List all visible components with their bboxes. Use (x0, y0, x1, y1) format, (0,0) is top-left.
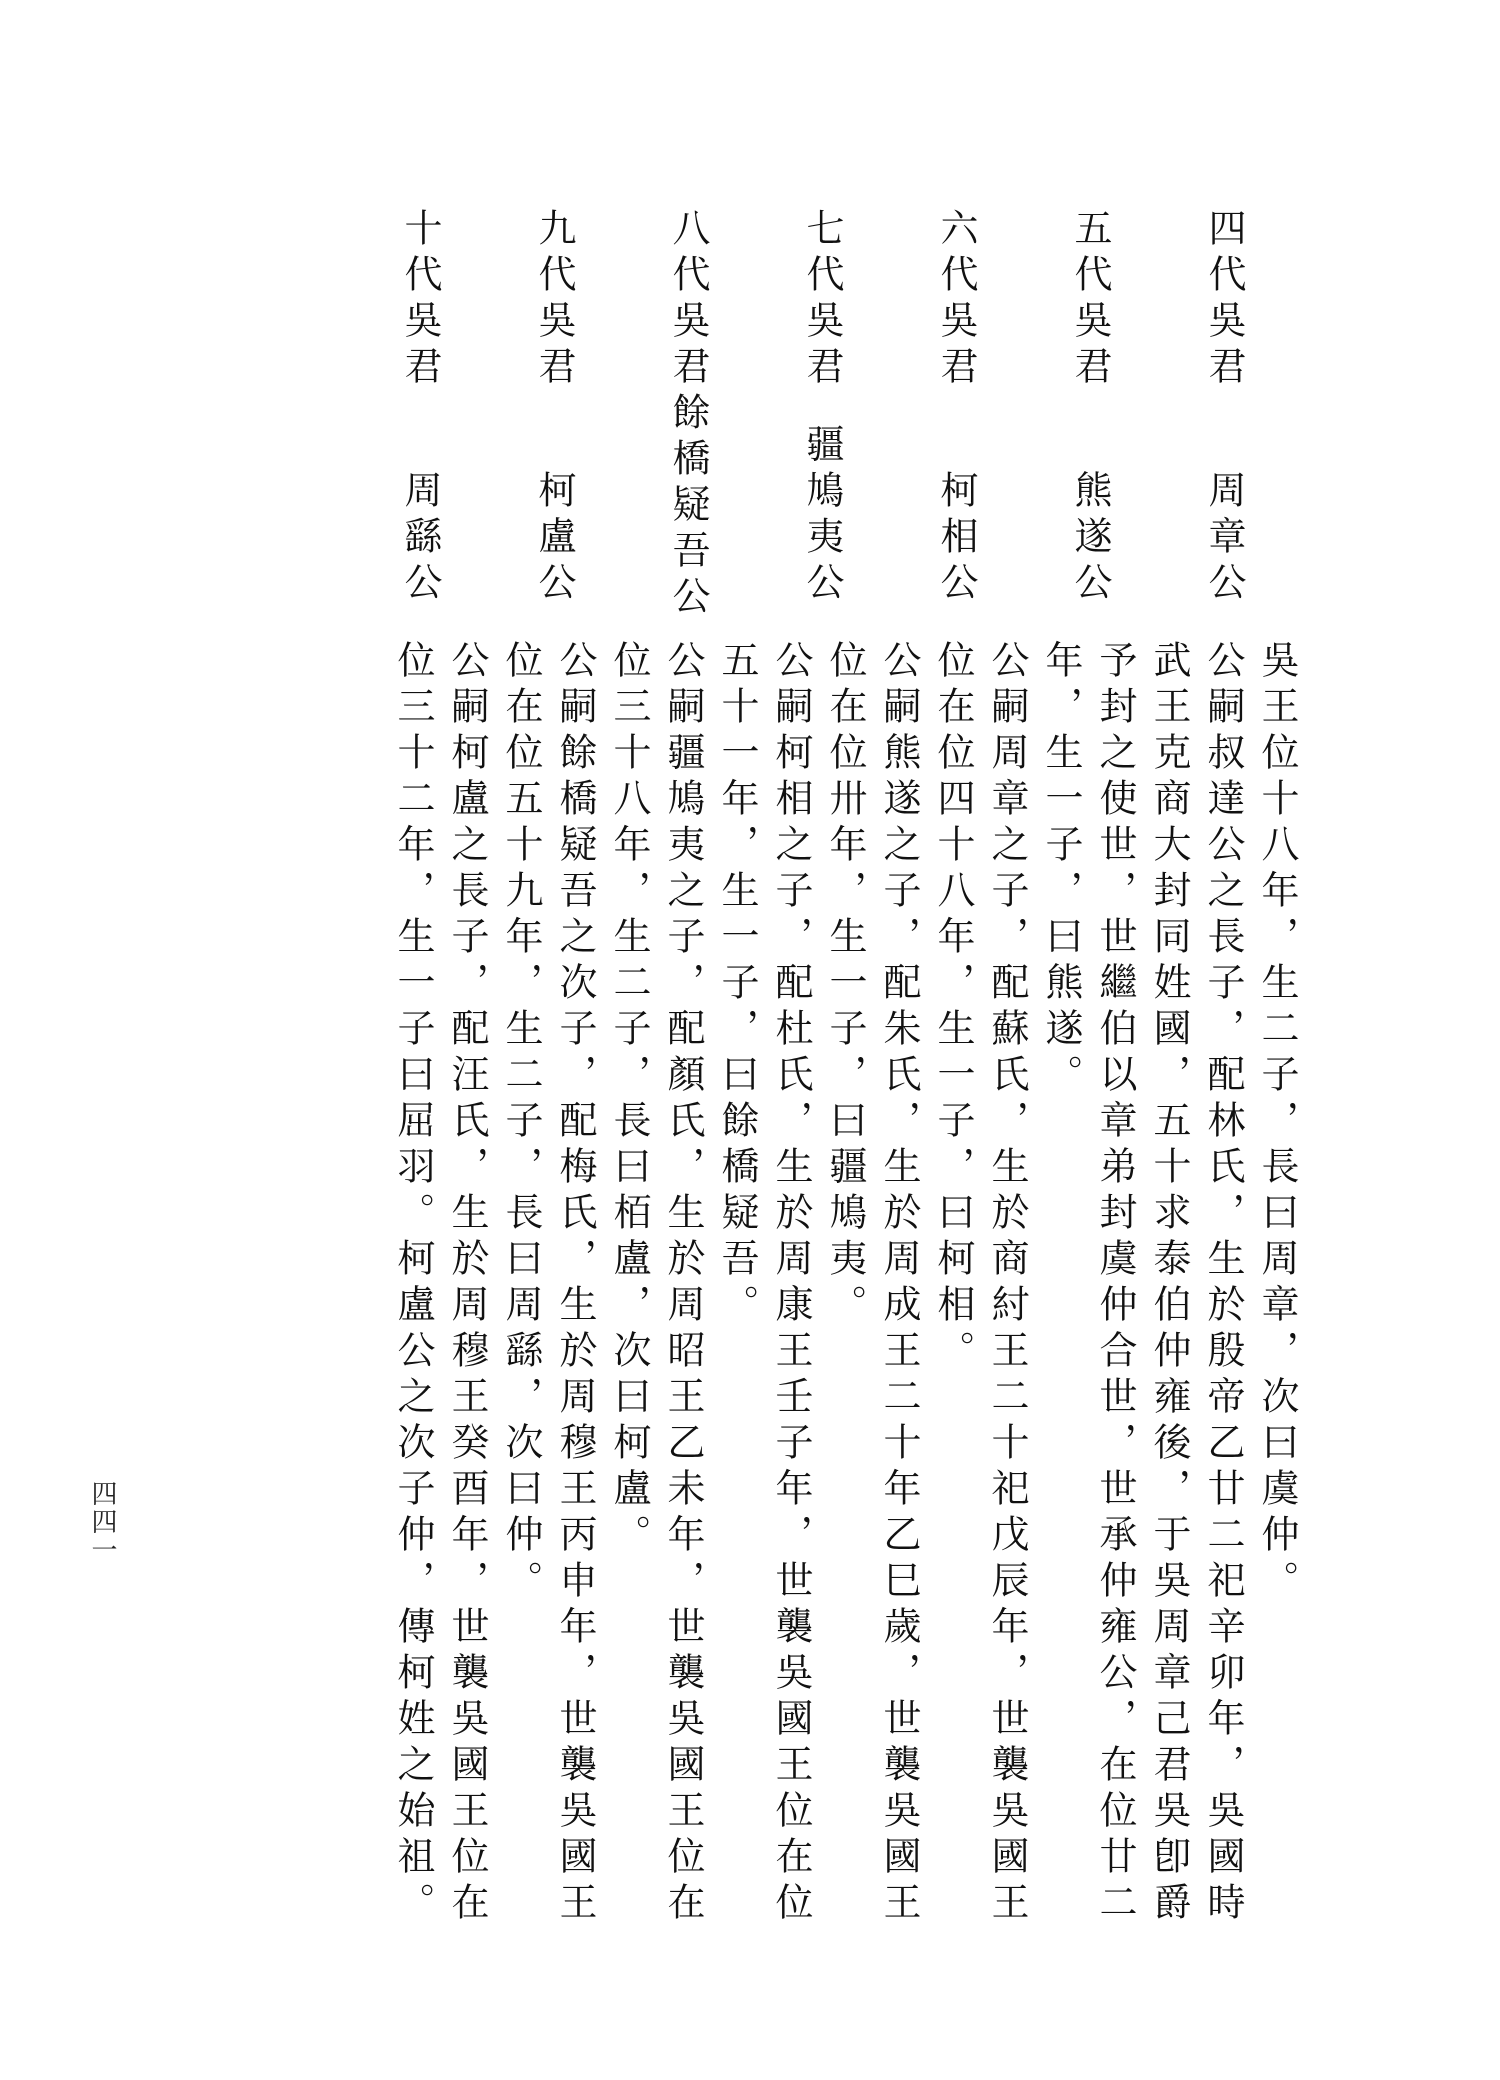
body-column: 公嗣柯相之子，配杜氏，生於周康王壬子年，世襲吳國王位在位 (769, 640, 813, 1928)
generation-title: 十代吳君 (398, 208, 442, 392)
body-column: 公嗣柯盧之長子，配汪氏，生於周穆王癸酉年，世襲吳國王位在 (445, 640, 489, 1928)
generation-name: 周繇公 (398, 470, 442, 608)
generation-name: 柯相公 (934, 470, 978, 608)
generation-name: 周章公 (1202, 470, 1246, 608)
generation-title: 四代吳君 (1202, 208, 1246, 392)
body-column: 位在位卅年，生一子，曰疆鳩夷。 (823, 640, 867, 1330)
body-column: 公嗣餘橋疑吾之次子，配梅氏，生於周穆王丙申年，世襲吳國王 (553, 640, 597, 1928)
body-column: 公嗣疆鳩夷之子，配顏氏，生於周昭王乙未年，世襲吳國王位在 (661, 640, 705, 1928)
generation-title: 六代吳君 (934, 208, 978, 392)
generation-title: 五代吳君 (1068, 208, 1112, 392)
body-column: 予封之使世，世繼伯以章弟封虞仲合世，世承仲雍公，在位廿二 (1093, 640, 1137, 1928)
body-column: 公嗣熊遂之子，配朱氏，生於周成王二十年乙巳歲，世襲吳國王 (877, 640, 921, 1928)
body-column: 年，生一子，曰熊遂。 (1039, 640, 1083, 1100)
body-column: 公嗣叔達公之長子，配林氏，生於殷帝乙廿二祀辛卯年，吳國時 (1201, 640, 1245, 1928)
body-column: 位三十二年，生一子曰屈羽。柯盧公之次子仲，傳柯姓之始祖。 (391, 640, 435, 1928)
body-column: 位三十八年，生二子，長曰栢盧，次曰柯盧。 (607, 640, 651, 1560)
body-column: 公嗣周章之子，配蘇氏，生於商紂王二十祀戊辰年，世襲吳國王 (985, 640, 1029, 1928)
generation-name: 柯盧公 (532, 470, 576, 608)
generation-title: 七代吳君 (800, 208, 844, 392)
generation-name: 疆鳩夷公 (800, 424, 844, 608)
page-number: 四四一 (87, 1480, 117, 1564)
body-column: 位在位五十九年，生二子，長曰周繇，次曰仲。 (499, 640, 543, 1606)
body-column: 五十一年，生一子，曰餘橋疑吾。 (715, 640, 759, 1330)
body-column: 位在位四十八年，生一子，曰柯相。 (931, 640, 975, 1376)
body-column: 武王克商大封同姓國，五十求泰伯仲雍後，于吳周章己君吳卽爵 (1147, 640, 1191, 1928)
generation-name: 熊遂公 (1068, 470, 1112, 608)
body-column: 吳王位十八年，生二子，長曰周章，次曰虞仲。 (1255, 640, 1299, 1606)
generation-title: 九代吳君 (532, 208, 576, 392)
generation-title: 八代吳君餘橋疑吾公 (666, 208, 710, 622)
